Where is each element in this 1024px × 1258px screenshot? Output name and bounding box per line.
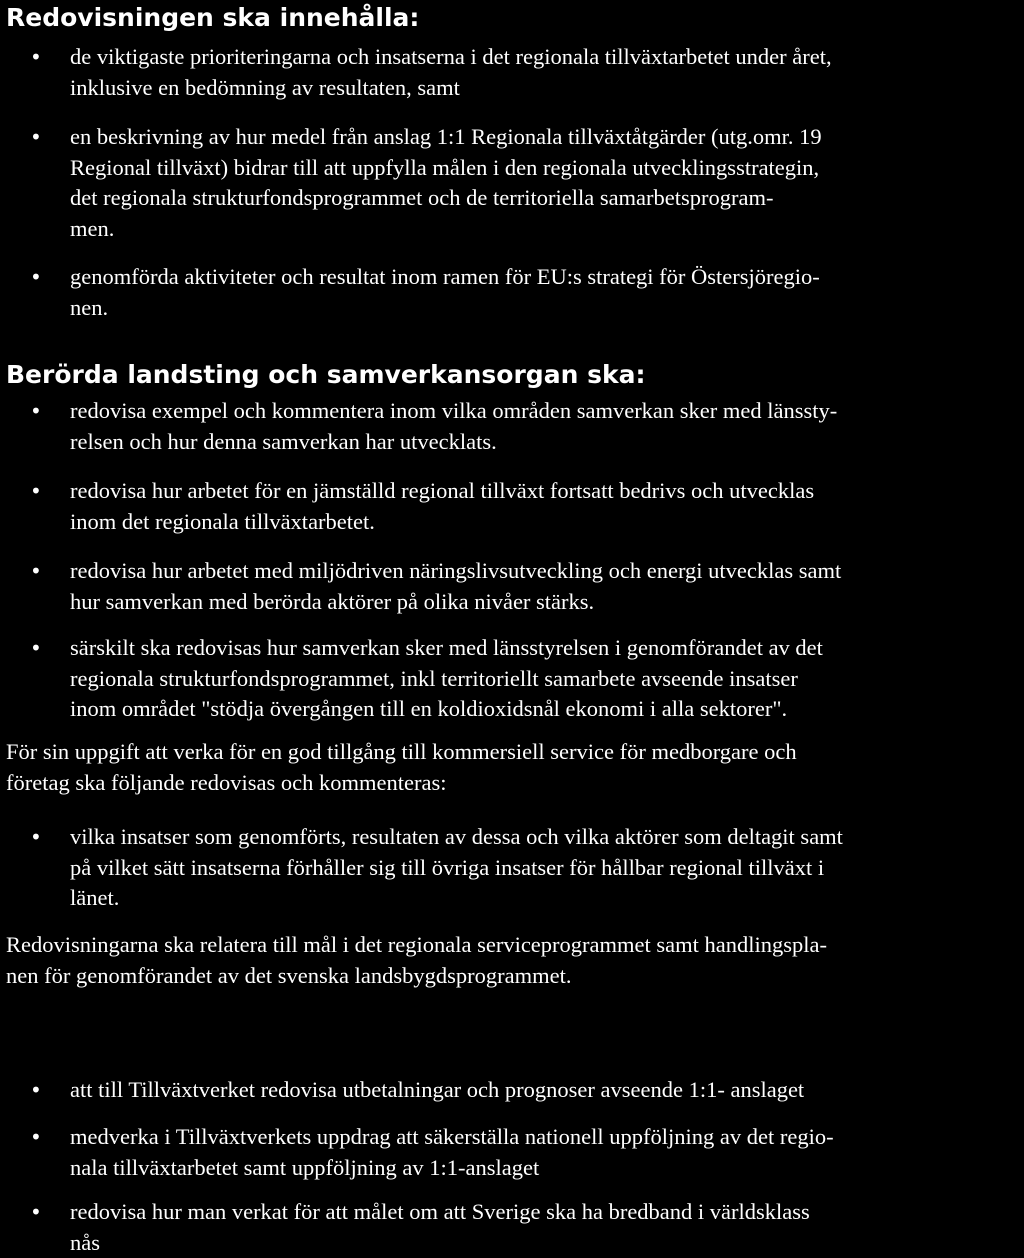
- list-item-text: redovisa hur man verkat för att målet om att Sverige ska ha bredband i världsklass nås: [70, 1199, 810, 1255]
- bullet-icon: •: [30, 1078, 42, 1102]
- bullet-icon: •: [30, 479, 42, 503]
- bullet-icon: •: [30, 559, 42, 583]
- list-item-text: vilka insatser som genomförts, resultaten av dessa och vilka aktörer som deltagit samt på vilket sätt insatserna förhåller sig till övriga insatser för hållbar regional tillväxt i länet.: [70, 824, 843, 910]
- bullet-icon: •: [30, 265, 42, 289]
- body-paragraph: För sin uppgift att verka för en god tillgång till kommersiell service för medborgare och företag ska följande redovisas och kommenteras:: [6, 739, 797, 795]
- bullet-icon: •: [30, 399, 42, 423]
- bullet-icon: •: [30, 1200, 42, 1224]
- list-item-text: medverka i Tillväxtverkets uppdrag att säkerställa nationell uppföljning av det regio- nala tillväxtarbetet samt uppföljning av 1:1-anslaget: [70, 1124, 834, 1180]
- list-item-text: de viktigaste prioriteringarna och insatserna i det regionala tillväxtarbetet under året, inklusive en bedömning av resultaten, samt: [70, 44, 832, 100]
- list-item-text: redovisa exempel och kommentera inom vilka områden samverkan sker med länssty- relsen och hur denna samverkan har utvecklats.: [70, 398, 838, 454]
- bullet-icon: •: [30, 636, 42, 660]
- bullet-icon: •: [30, 45, 42, 69]
- bullet-icon: •: [30, 1125, 42, 1149]
- list-item-text: redovisa hur arbetet för en jämställd regional tillväxt fortsatt bedrivs och utvecklas inom det regionala tillväxtarbetet.: [70, 478, 815, 534]
- bullet-icon: •: [30, 825, 42, 849]
- list-item-text: en beskrivning av hur medel från anslag 1:1 Regionala tillväxtåtgärder (utg.omr. 19 Regional tillväxt) bidrar till att uppfylla målen i den regionala utvecklingsstrategin, det regionala strukturfondsprogrammet och de territoriella samarbetsprogram- men.: [70, 124, 822, 241]
- section-heading-berorda-landsting: Berörda landsting och samverkansorgan ska:: [6, 360, 646, 389]
- list-item-text: att till Tillväxtverket redovisa utbetalningar och prognoser avseende 1:1- anslaget: [70, 1077, 805, 1102]
- bullet-icon: •: [30, 125, 42, 149]
- list-item-text: särskilt ska redovisas hur samverkan sker med länsstyrelsen i genomförandet av det regionala strukturfondsprogrammet, inkl territoriellt samarbete avseende insatser inom området "stödja övergången till en koldioxidsnål ekonomi i alla sektorer".: [70, 635, 823, 721]
- body-paragraph: Redovisningarna ska relatera till mål i det regionala serviceprogrammet samt handlingspla- nen för genomförandet av det svenska landsbygdsprogrammet.: [6, 932, 827, 988]
- section-heading-redovisningen: Redovisningen ska innehålla:: [6, 3, 420, 32]
- list-item-text: genomförda aktiviteter och resultat inom ramen för EU:s strategi för Östersjöregio- nen.: [70, 264, 820, 320]
- list-item-text: redovisa hur arbetet med miljödriven näringslivsutveckling och energi utvecklas samt hur samverkan med berörda aktörer på olika nivåer stärks.: [70, 558, 842, 614]
